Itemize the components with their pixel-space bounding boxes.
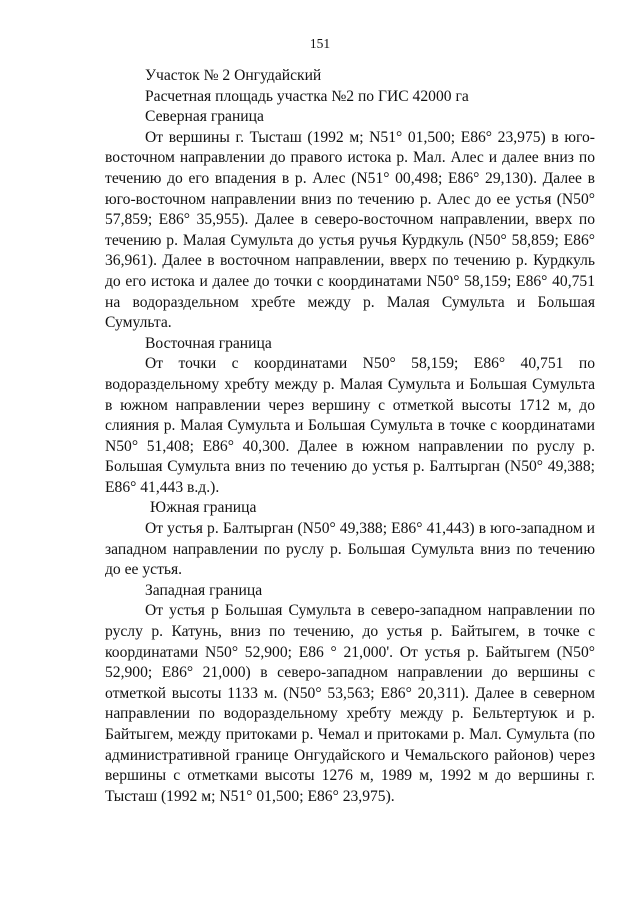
east-boundary-text: От точки с координатами N50° 58,159; E86° 40,751 по водораздельному хребту между р. Малая Сумульта и Большая Сумульта в южном направлении через вершину с отметкой высоты 1712 м, до слияния р. Малая Сумульта и Большая Сумульта в точке с координатами N50° 51,408; E86° 40,300. Далее в южном направлении по руслу р. Большая Сумульта вниз по течению до устья р. Балтырган (N50° 49,388; E86° 41,443 в.д.). — [105, 355, 595, 496]
north-boundary-heading: Северная граница — [145, 108, 264, 126]
document-body — [105, 66, 595, 807]
south-boundary-heading: Южная граница — [150, 499, 257, 517]
west-boundary-text: От устья р Большая Сумульта в северо-западном направлении по руслу р. Катунь, вниз по течению, до устья р. Байтыгем, в точке с координатами N50° 52,900; E86 ° 21,000'. От устья р. Байтыгем (N50° 52,900; E86° 21,000) в северо-западном направлении до вершины с отметкой высоты 1133 м. (N50° 53,563; E86° 20,311). Далее в северном направлении по водораздельному хребту между р. Бельтертуюк и р. Байтыгем, между притоками р. Чемал и притоками р. Мал. Сумульта (по административной границе Онгудайского и Чемальского районов) через вершины с отметками высоты 1276 м, 1989 м, 1992 м до вершины г. Тысташ (1992 м; N51° 01,500; E86° 23,975). — [105, 602, 595, 805]
south-boundary-text: От устья р. Балтырган (N50° 49,388; E86° 41,443) в юго-западном и западном направлении по руслу р. Большая Сумульта вниз по течению до ее устья. — [105, 520, 595, 579]
north-boundary-text: От вершины г. Тысташ (1992 м; N51° 01,500; E86° 23,975) в юго-восточном направлении до правого истока р. Мал. Алес и далее вниз по течению до его впадения в р. Алес (N51° 00,498; E86° 29,130). Далее в юго-восточном направлении вниз по течению р. Алес до ее устья (N50° 57,859; E86° 35,955). Далее в северо-восточном направлении, вверх по течению р. Малая Сумульта до устья ручья Курдкуль (N50° 58,859; E86° 36,961). Далее в восточном направлении, вверх по течению р. Курдкуль до его истока и далее до точки с координатами N50° 58,159; E86° 40,751 на водораздельном хребте между р. Малая Сумульта и Большая Сумульта. — [105, 128, 595, 332]
west-boundary-heading: Западная граница — [145, 581, 263, 599]
page-number: 151 — [309, 36, 331, 51]
area-line: Расчетная площадь участка №2 по ГИС 42000 га — [145, 87, 469, 105]
section-title: Участок № 2 Онгудайский — [145, 67, 322, 84]
east-boundary-heading: Восточная граница — [145, 334, 272, 352]
